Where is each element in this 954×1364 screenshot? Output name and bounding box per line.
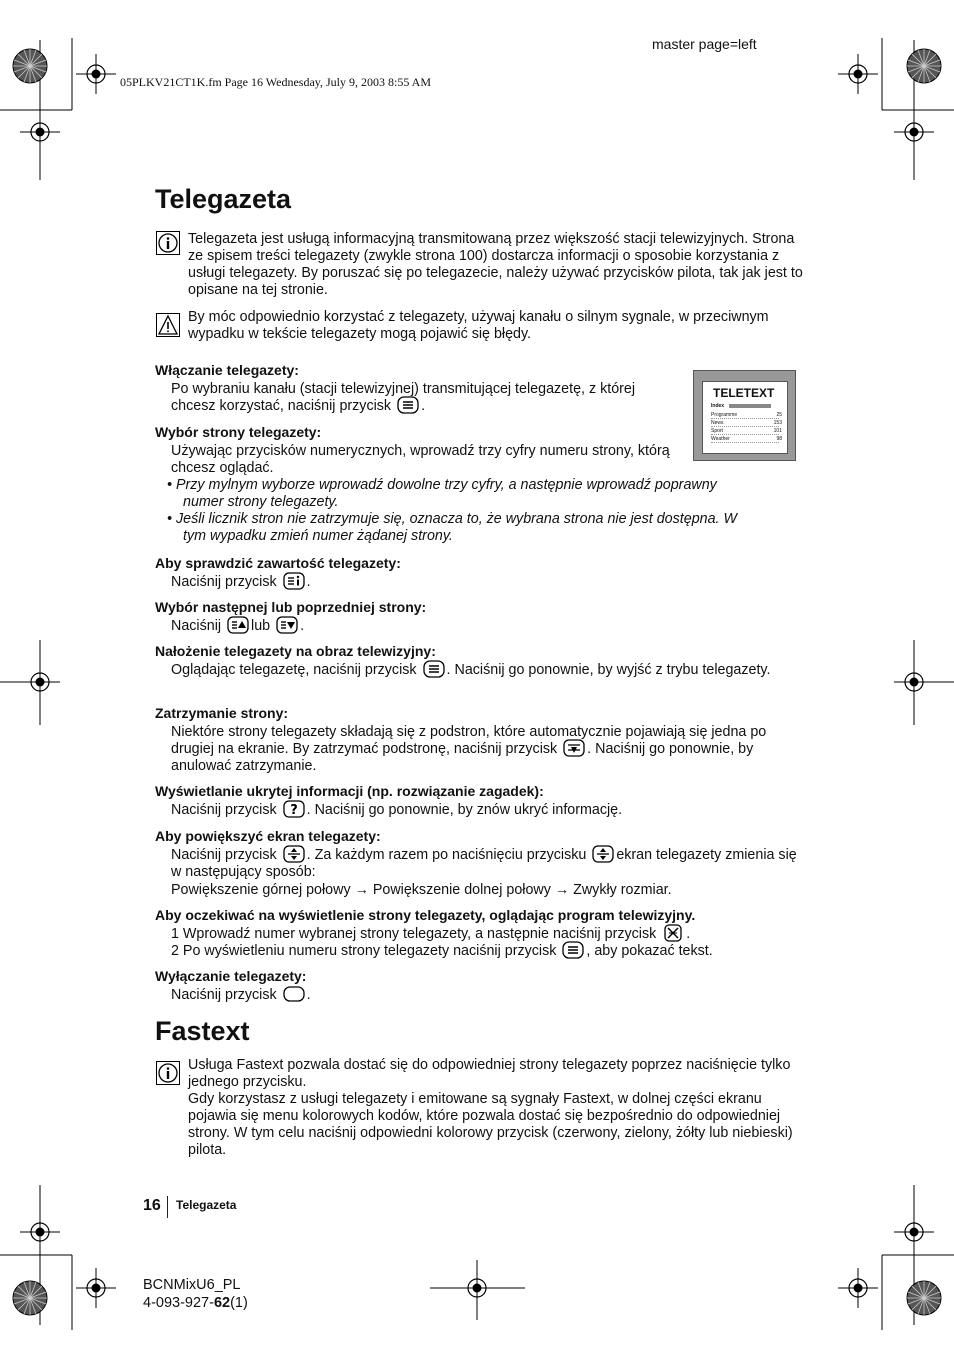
header-master-page: master page=left	[652, 36, 757, 52]
section-heading: Aby oczekiwać na wyświetlenie strony telegazety, oglądając program telewizyjny.	[155, 907, 696, 923]
enlarge-button-icon	[592, 845, 614, 863]
page-up-button-icon	[227, 616, 249, 634]
section-title-fastext: Fastext	[155, 1016, 250, 1046]
section-heading: Aby powiększyć ekran telegazety:	[155, 828, 381, 844]
section-reveal: Wyświetlanie ukrytej informacji (np. rozwiązanie zagadek): Naciśnij przycisk ? . Naciśnij go ponownie, by znów ukryć informację.	[155, 783, 805, 819]
teletext-row: Sport 101	[711, 428, 782, 434]
teletext-title: TELETEXT	[713, 386, 775, 400]
section-heading: Wybór strony telegazety:	[155, 424, 322, 440]
tv-button-icon	[283, 985, 305, 1003]
index-button-icon	[283, 572, 305, 590]
section-heading: Zatrzymanie strony:	[155, 705, 289, 721]
section-heading: Wyświetlanie ukrytej informacji (np. rozwiązanie zagadek):	[155, 783, 544, 799]
hold-button-icon	[563, 739, 585, 757]
section-title-telegazeta: Telegazeta	[155, 184, 292, 214]
reveal-button-icon	[283, 800, 305, 818]
section-overlay: Nałożenie telegazety na obraz telewizyjny: Oglądając telegazetę, naciśnij przycisk . Naciśnij go ponownie, by wyjść z trybu telegazety.	[155, 643, 805, 679]
warning-note	[156, 309, 806, 343]
section-heading: Wybór następnej lub poprzedniej strony:	[155, 599, 427, 615]
teletext-button-icon	[397, 396, 419, 414]
info-icon	[156, 1061, 180, 1085]
page-down-button-icon	[276, 616, 298, 634]
footer-divider	[167, 1196, 168, 1218]
section-heading: Nałożenie telegazety na obraz telewizyjny:	[155, 643, 436, 659]
svg-text:?: ?	[289, 802, 298, 818]
section-next-prev: Wybór następnej lub poprzedniej strony: Naciśnij lub .	[155, 599, 805, 635]
section-check-contents: Aby sprawdzić zawartość telegazety: Naciśnij przycisk .	[155, 555, 805, 591]
header-file-info: 05PLKV21CT1K.fm Page 16 Wednesday, July 9, 2003 8:55 AM	[120, 75, 432, 89]
section-heading: Wyłączanie telegazety:	[155, 968, 307, 984]
teletext-button-icon	[423, 660, 445, 678]
teletext-row: Programme 25	[711, 412, 782, 418]
warning-text: By móc odpowiednio korzystać z telegazety, używaj kanału o silnym sygnale, w przeciwnym wypadku w tekście telegazety mogą pojawić się błędy.	[188, 309, 769, 342]
section-turn-on: Włączanie telegazety: Po wybraniu kanału (stacji telewizyjnej) transmitującej telegazetę, z której chcesz korzystać, naciśnij przycisk .	[155, 362, 675, 415]
cancel-text-button-icon	[662, 924, 684, 942]
fastext-note: Usługa Fastext pozwala dostać się do odpowiedniej strony telegazety poprzez naciśnięcie tylko jednego przycisku. Gdy korzystasz z usługi telegazety i emitowane są sygnały Fastext, w dolnej części ekranu pojawia się menu kolorowych kodów, które pozwala dostać się bezpośrednio do odpowiedniej strony. W tym celu naciśnij odpowiedni kolorowy przycisk (czerwony, zielony, żółty lub niebieski) pilota.	[156, 1057, 806, 1159]
section-heading: Aby sprawdzić zawartość telegazety:	[155, 555, 401, 571]
section-heading: Włączanie telegazety:	[155, 362, 299, 378]
teletext-button-icon	[562, 941, 584, 959]
info-icon	[156, 231, 180, 255]
warning-icon	[156, 313, 180, 337]
teletext-index: Index	[711, 403, 779, 409]
info-note-text: Telegazeta jest usługą informacyjną transmitowaną przez większość stacji telewizyjnych. Strona ze spisem treści telegazety (zwykle strona 100) dostarcza informacji o sposobie korzystania z usługi telegazety. By poruszać się po telegazecie, należy używać przycisków pilota, tak jak jest to opisane na tej stronie.	[188, 231, 803, 298]
footer-code: BCNMixU6_PL 4-093-927-62(1)	[143, 1277, 248, 1311]
footer-section: Telegazeta	[176, 1198, 237, 1212]
section-turn-off: Wyłączanie telegazety: Naciśnij przycisk .	[155, 968, 805, 1004]
teletext-row: Weather 98	[711, 436, 782, 442]
info-note	[156, 231, 806, 299]
page-number: 16	[143, 1197, 161, 1214]
teletext-row: News 153	[711, 420, 782, 426]
section-enlarge: Aby powiększyć ekran telegazety: Naciśnij przycisk . Za każdym razem po naciśnięciu przycisku ekran telegazety zmienia się w następujący sposób: Powiększenie górnej połowy → Powiększenie dolnej połowy → Zwykły rozmiar.	[155, 828, 805, 899]
section-hold: Zatrzymanie strony: Niektóre strony telegazety składają się z podstron, które automatycznie pojawiają się jedna po drugiej na ekranie. By zatrzymać podstronę, naciśnij przycisk . Naciśnij go ponownie, by anulować zatrzymanie.	[155, 705, 805, 775]
enlarge-button-icon	[283, 845, 305, 863]
section-wait: Aby oczekiwać na wyświetlenie strony telegazety, oglądając program telewizyjny. 1 Wprowadź numer wybranej strony telegazety, a następnie naciśnij przycisk . 2 Po wyświetleniu numeru strony telegazety naciśnij przycisk , aby pokazać tekst.	[155, 907, 805, 960]
section-select-page: Wybór strony telegazety: Używając przycisków numerycznych, wprowadź trzy cyfry numeru strony, którą chcesz oglądać. • Przy mylnym wyborze wprowadź dowolne trzy cyfry, a następnie wprowadź poprawny numer strony telegazety. • Jeśli licznik stron nie zatrzymuje się, oznacza to, że wybrana strona nie jest dostępna. W tym wypadku zmień numer żądanej strony.	[155, 424, 805, 545]
